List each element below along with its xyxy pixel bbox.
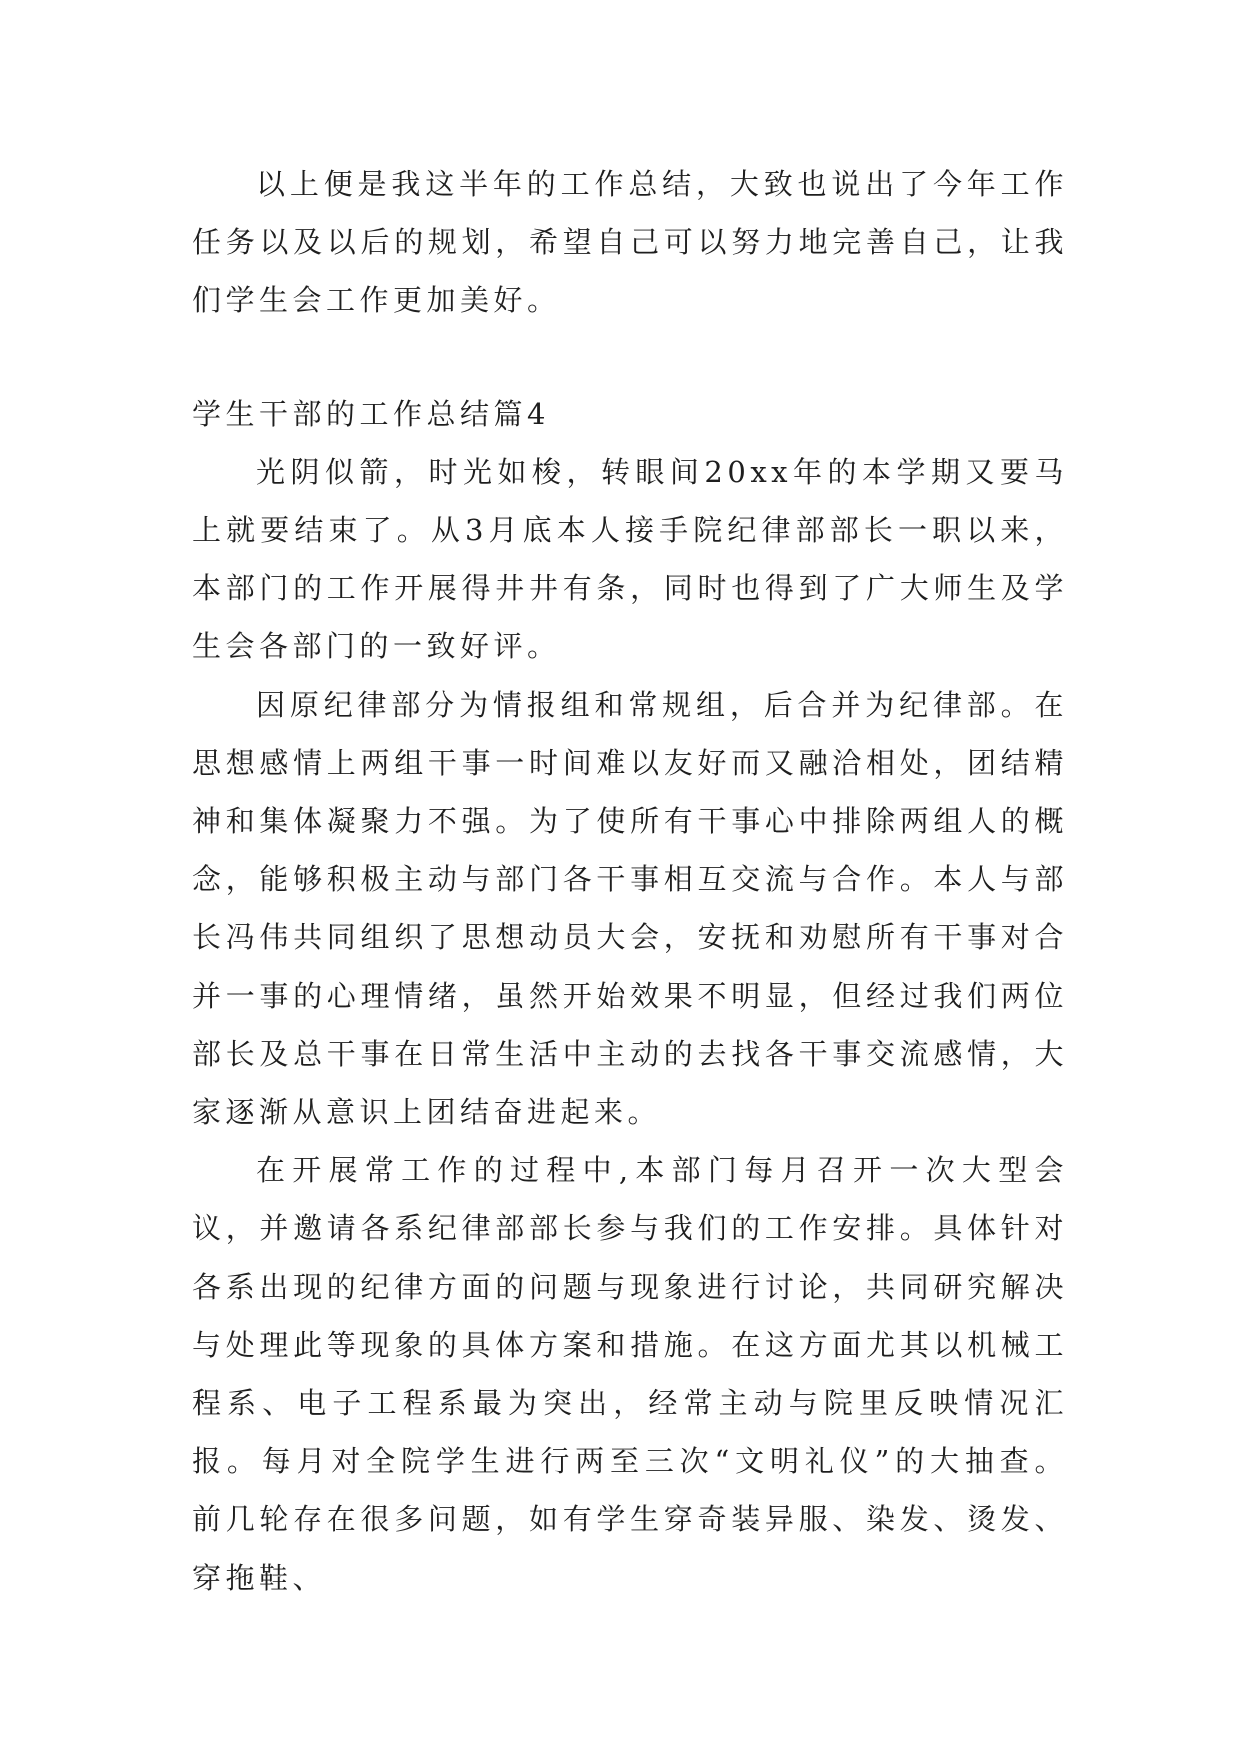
body-paragraph-1: 光阴似箭，时光如梭，转眼间20xx年的本学期又要马上就要结束了。从3月底本人接手院纪律部部长一职以来，本部门的工作开展得井井有条，同时也得到了广大师生及学生会各部门的一致好评。 <box>192 454 1068 664</box>
document-body <box>192 155 1068 1607</box>
intro-paragraph: 以上便是我这半年的工作总结，大致也说出了今年工作任务以及以后的规划，希望自己可以努力地完善自己，让我们学生会工作更加美好。 <box>192 167 1068 318</box>
section-title: 学生干部的工作总结篇4 <box>192 396 550 431</box>
body-paragraph-3: 在开展常工作的过程中,本部门每月召开一次大型会议，并邀请各系纪律部部长参与我们的工作安排。具体针对各系出现的纪律方面的问题与现象进行讨论，共同研究解决与处理此等现象的具体方案和措施。在这方面尤其以机械工程系、电子工程系最为突出，经常主动与院里反映情况汇报。每月对全院学生进行两至三次“文明礼仪”的大抽查。前几轮存在很多问题，如有学生穿奇装异服、染发、烫发、穿拖鞋、 <box>192 1153 1068 1595</box>
body-paragraph-2: 因原纪律部分为情报组和常规组，后合并为纪律部。在思想感情上两组干事一时间难以友好而又融洽相处，团结精神和集体凝聚力不强。为了使所有干事心中排除两组人的概念，能够积极主动与部门各干事相互交流与合作。本人与部长冯伟共同组织了思想动员大会，安抚和劝慰所有干事对合并一事的心理情绪，虽然开始效果不明显，但经过我们两位部长及总干事在日常生活中主动的去找各干事交流感情，大家逐渐从意识上团结奋进起来。 <box>192 687 1068 1130</box>
